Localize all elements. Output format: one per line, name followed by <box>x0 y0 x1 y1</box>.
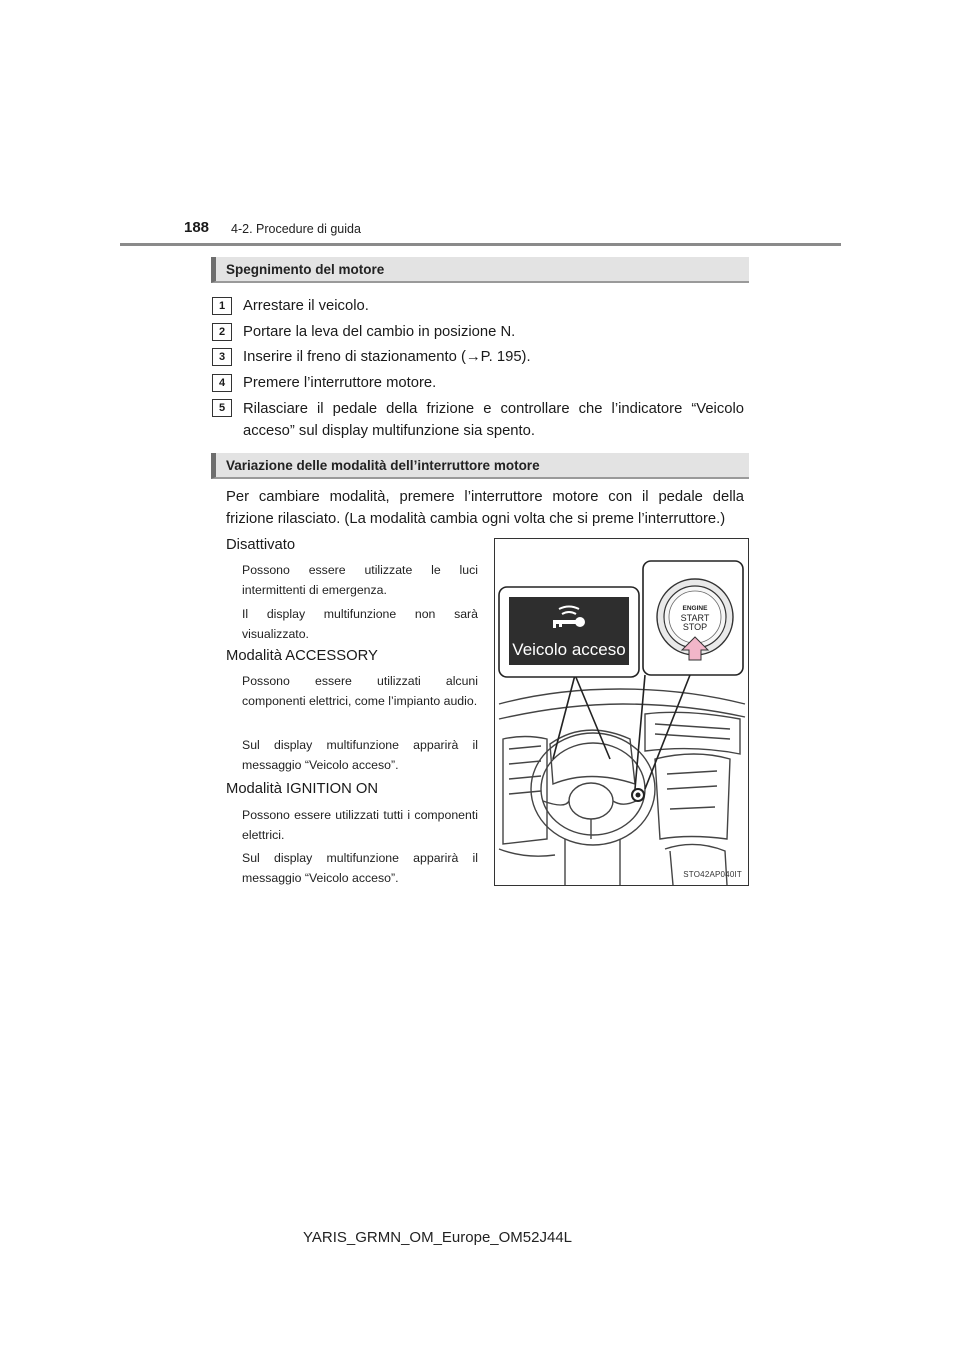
step-number-badge: 2 <box>212 323 232 341</box>
button-label-engine: ENGINE <box>682 605 708 612</box>
mode-description: Possono essere utilizzati alcuni componenti elettrici, come l’impianto audio. <box>242 674 478 708</box>
footer-doc-id: YARIS_GRMN_OM_Europe_OM52J44L <box>303 1229 573 1246</box>
section-heading-engine-off <box>211 257 749 283</box>
step-number-badge: 1 <box>212 297 232 315</box>
section-heading-text: Spegnimento del motore <box>226 262 385 277</box>
header-rule <box>120 243 841 246</box>
button-label-start: START <box>680 613 710 623</box>
step-number-badge: 4 <box>212 374 232 392</box>
step-text: Premere l’interruttore motore. <box>243 375 437 391</box>
figure-code: STO42AP040IT <box>683 870 742 879</box>
step-text: Arrestare il veicolo. <box>243 298 369 314</box>
display-message: Veicolo acceso <box>512 640 626 659</box>
mode-description: Possono essere utilizzati tutti i componenti elettrici. <box>242 808 478 842</box>
section-heading-text: Variazione delle modalità dell’interruttore motore <box>226 458 540 473</box>
mode-description: Sul display multifunzione apparirà il messaggio “Veicolo acceso”. <box>242 738 478 772</box>
mode-title-accessory: Modalità ACCESSORY <box>226 648 378 664</box>
section-label: 4-2. Procedure di guida <box>231 222 361 236</box>
mode-description: Possono essere utilizzate le luci intermittenti di emergenza. <box>242 563 478 597</box>
mode-description: Il display multifunzione non sarà visualizzato. <box>242 607 478 641</box>
step-text: Inserire il freno di stazionamento (→P. 195). <box>243 349 531 365</box>
step-text: Portare la leva del cambio in posizione N. <box>243 324 516 340</box>
mode-title-off: Disattivato <box>226 537 296 553</box>
mode-description: Sul display multifunzione apparirà il messaggio “Veicolo acceso”. <box>242 851 478 885</box>
dashboard-drawing <box>495 539 748 885</box>
dashboard-illustration <box>494 538 749 886</box>
button-label-stop: STOP <box>682 622 708 632</box>
step-number-badge: 3 <box>212 348 232 366</box>
mode-title-ignition-on: Modalità IGNITION ON <box>226 781 379 797</box>
page-number: 188 <box>184 219 210 236</box>
section-heading-switch-modes <box>211 453 749 479</box>
step-number-badge: 5 <box>212 399 232 417</box>
step-text: Rilasciare il pedale della frizione e controllare che l’indicatore “Veicolo acceso” sul display multifunzione sia spento. <box>243 401 744 439</box>
intro-paragraph: Per cambiare modalità, premere l’interruttore motore con il pedale della frizione rilasciato. (La modalità cambia ogni volta che si preme l’interruttore.) <box>226 489 744 527</box>
